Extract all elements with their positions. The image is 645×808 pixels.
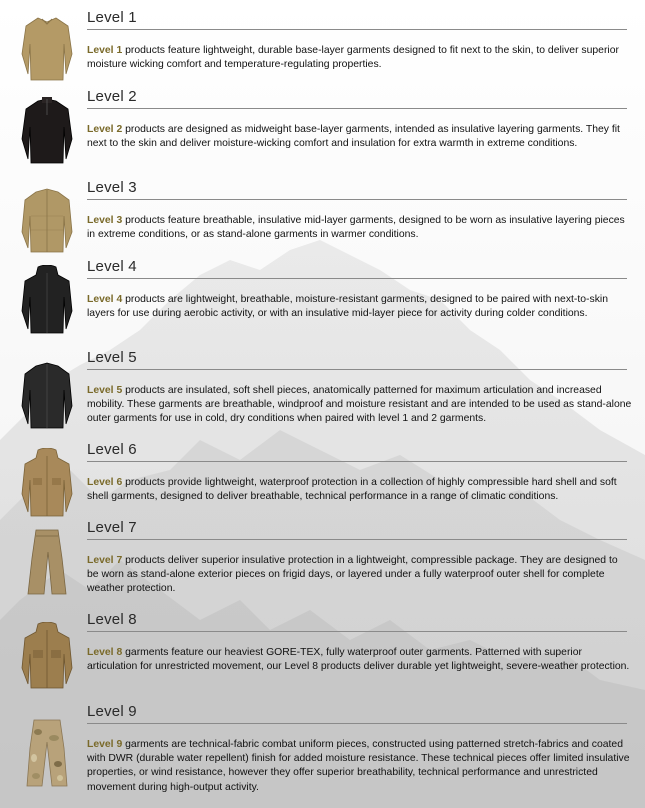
camo-combat-pants-icon xyxy=(20,718,74,788)
tan-hard-shell-icon xyxy=(20,448,74,518)
level-5-heading: Level 5 xyxy=(87,348,627,370)
level-3-heading: Level 3 xyxy=(87,178,627,200)
level-3-description: Level 3 products feature breathable, insulative mid-layer garments, designed to be worn as insulative layering pieces in extreme conditions, or as stand-alone garments in warmer conditions. xyxy=(87,215,625,241)
level-9-heading: Level 9 xyxy=(87,702,627,724)
black-hooded-jacket-icon xyxy=(20,265,74,335)
level-9-description: Level 9 garments are technical-fabric combat uniform pieces, constructed using patterned stretch-fabrics and coated with DWR (durable water repellent) finish for added moisture resistance. These technical pieces offer limited insulative properties, or wind resistance, however they offer superior breathability, technical performance and unrestricted movement during high-output activity. xyxy=(87,739,630,793)
level-2-description: Level 2 products are designed as midweight base-layer garments, intended as insulative layering garments. They fit next to the skin and deliver moisture-wicking comfort and insulation for extra warmth in extreme conditions. xyxy=(87,124,620,150)
level-8-heading: Level 8 xyxy=(87,610,627,632)
level-8-description: Level 8 garments feature our heaviest GORE-TEX, fully waterproof outer garments. Patterned with superior articulation for unrestricted movement, our Level 8 products deliver durable yet lightweight, severe-weather protection. xyxy=(87,647,630,673)
level-4-heading: Level 4 xyxy=(87,257,627,279)
tan-insulated-pants-icon xyxy=(20,528,74,598)
level-7-description: Level 7 products deliver superior insulative protection in a lightweight, compressible package. They are designed to be worn as stand-alone exterior pieces on frigid days, or layered under a fully waterproof outer shell for complete weather protection. xyxy=(87,555,618,595)
black-zip-top-icon xyxy=(20,95,74,165)
tan-goretex-jacket-icon xyxy=(20,622,74,692)
level-6-description: Level 6 products provide lightweight, waterproof protection in a collection of highly compressible hard shell and soft shell garments, designed to deliver breathable, technical performance in a range of climatic conditions. xyxy=(87,477,617,503)
level-4-description: Level 4 products are lightweight, breathable, moisture-resistant garments, designed to be paired with next-to-skin layers for use during aerobic activity, or with an insulative mid-layer piece for activity during colder conditions. xyxy=(87,294,608,320)
black-softshell-jacket-icon xyxy=(20,360,74,430)
tan-insulated-jacket-icon xyxy=(20,186,74,256)
level-6-heading: Level 6 xyxy=(87,440,627,462)
level-5-description: Level 5 products are insulated, soft shell pieces, anatomically patterned for maximum articulation and increased mobility. These garments are breathable, windproof and moisture resistant and are intended to be used as stand-alone outer garments for use in cold, dry conditions when paired with level 1 and 2 garments. xyxy=(87,385,632,425)
level-2-heading: Level 2 xyxy=(87,87,627,109)
level-1-heading: Level 1 xyxy=(87,8,627,30)
tan-fleece-top-icon xyxy=(20,14,74,84)
level-7-heading: Level 7 xyxy=(87,518,627,540)
level-1-description: Level 1 products feature lightweight, durable base-layer garments designed to fit next to the skin, to deliver superior moisture wicking comfort and temperature-regulating properties. xyxy=(87,45,619,71)
